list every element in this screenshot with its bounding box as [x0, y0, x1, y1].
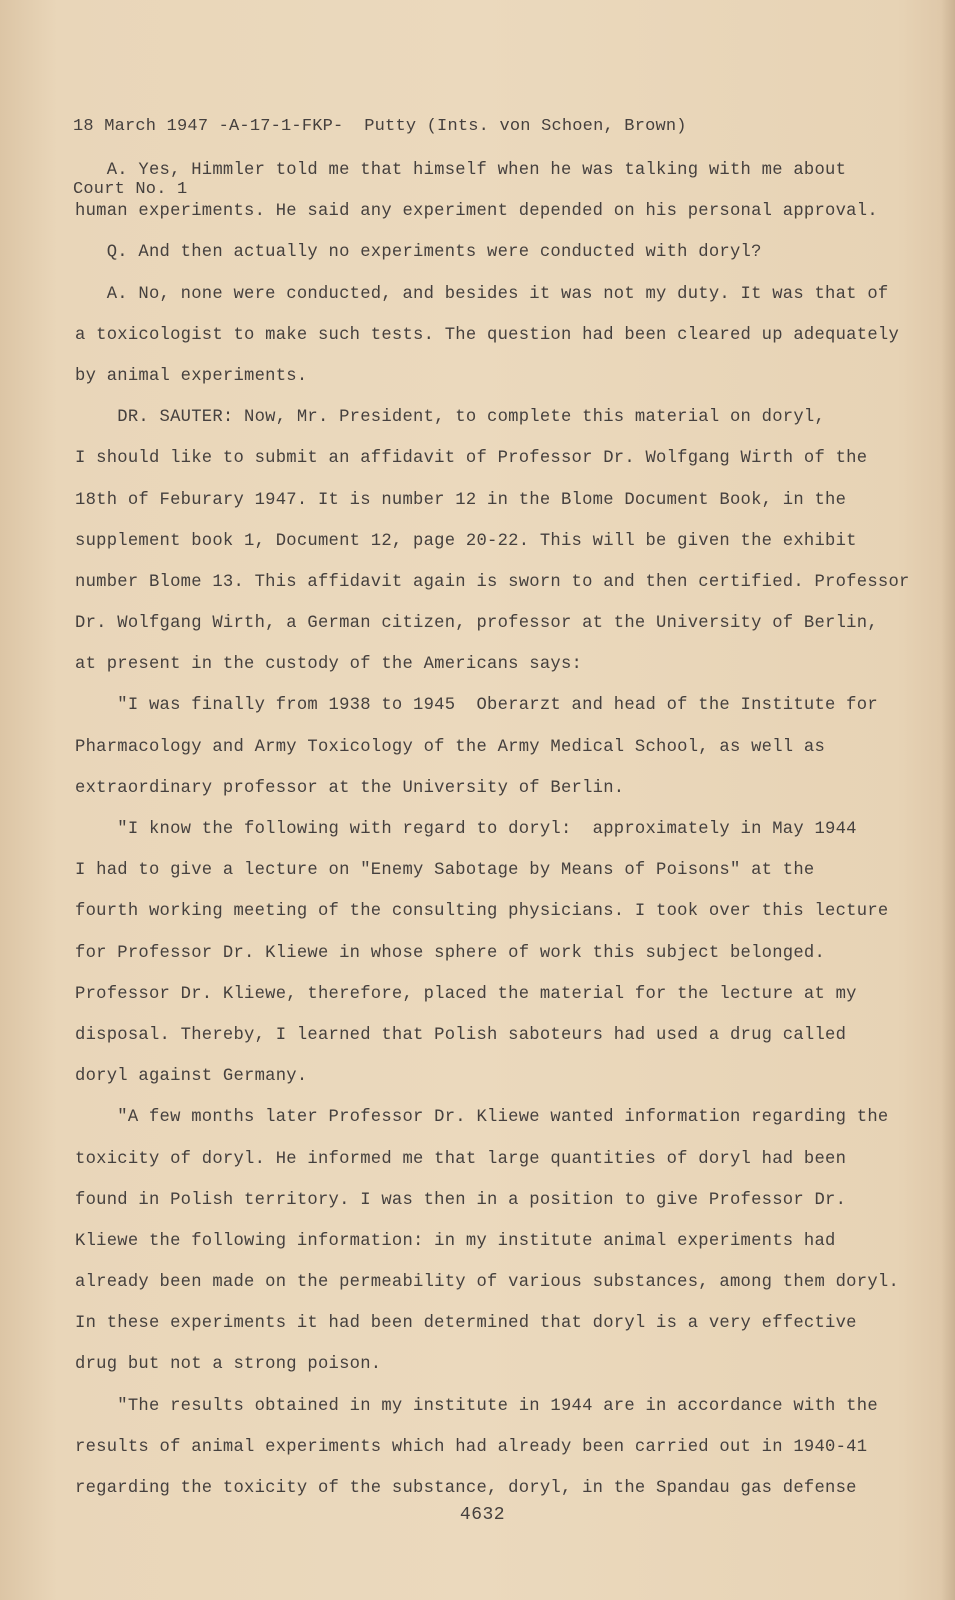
text-line: toxicity of doryl. He informed me that large quantities of doryl had been	[75, 1149, 847, 1169]
text-line: results of animal experiments which had already been carried out in 1940-41	[75, 1437, 868, 1457]
text-line: Dr. Wolfgang Wirth, a German citizen, professor at the University of Berlin,	[75, 614, 878, 634]
text-line: 18th of Feburary 1947. It is number 12 in the Blome Document Book, in the	[75, 490, 847, 510]
text-line: DR. SAUTER: Now, Mr. President, to complete this material on doryl,	[75, 408, 826, 428]
transcript-body	[75, 150, 910, 1509]
page-number: 4632	[459, 1505, 506, 1525]
text-line: extraordinary professor at the University of Berlin.	[75, 778, 625, 798]
text-line: disposal. Thereby, I learned that Polish saboteurs had used a drug called	[75, 1025, 847, 1045]
text-line: fourth working meeting of the consulting physicians. I took over this lecture	[75, 902, 889, 922]
text-line: In these experiments it had been determined that doryl is a very effective	[75, 1314, 857, 1334]
text-line: "I know the following with regard to doryl: approximately in May 1944	[75, 820, 857, 839]
text-line: regarding the toxicity of the substance, doryl, in the Spandau gas defense	[75, 1479, 857, 1498]
text-line: already been made on the permeability of various substances, among them doryl.	[75, 1273, 900, 1293]
text-line: I should like to submit an affidavit of Professor Dr. Wolfgang Wirth of the	[75, 449, 868, 469]
text-line: found in Polish territory. I was then in a position to give Professor Dr.	[75, 1190, 847, 1210]
text-line: A. Yes, Himmler told me that himself when he was talking with me about	[75, 161, 847, 180]
text-line: number Blome 13. This affidavit again is sworn to and then certified. Professor	[75, 572, 910, 592]
text-line: Pharmacology and Army Toxicology of the Army Medical School, as well as	[75, 737, 826, 757]
text-line: Q. And then actually no experiments were conducted with doryl?	[75, 243, 762, 263]
text-line: drug but not a strong poison.	[75, 1355, 382, 1375]
text-line: Professor Dr. Kliewe, therefore, placed the material for the lecture at my	[75, 984, 857, 1004]
text-line: for Professor Dr. Kliewe in whose sphere of work this subject belonged.	[75, 943, 826, 963]
text-line: by animal experiments.	[75, 366, 308, 386]
text-line: Kliewe the following information: in my institute animal experiments had	[75, 1231, 836, 1251]
text-line: I had to give a lecture on "Enemy Sabotage by Means of Poisons" at the	[75, 861, 815, 881]
text-line: supplement book 1, Document 12, page 20-22. This will be given the exhibit	[75, 531, 857, 551]
text-line: "The results obtained in my institute in 1944 are in accordance with the	[75, 1396, 878, 1416]
text-line: at present in the custody of the Americans says:	[75, 655, 583, 675]
text-line: "I was finally from 1938 to 1945 Oberarzt and head of the Institute for	[75, 696, 878, 716]
page-edge-shadow	[941, 0, 955, 1600]
text-line: "A few months later Professor Dr. Kliewe wanted information regarding the	[75, 1108, 889, 1128]
text-line: doryl against Germany.	[75, 1067, 308, 1087]
text-line: A. No, none were conducted, and besides it was not my duty. It was that of	[75, 284, 889, 304]
text-line: a toxicologist to make such tests. The question had been cleared up adequately	[75, 325, 900, 345]
text-line: human experiments. He said any experiment depended on his personal approval.	[75, 202, 878, 222]
header-date-line: 18 March 1947 -A-17-1-FKP- Putty (Ints. von Schoen, Brown)	[73, 117, 687, 136]
header-court-line: Court No. 1	[73, 180, 188, 199]
